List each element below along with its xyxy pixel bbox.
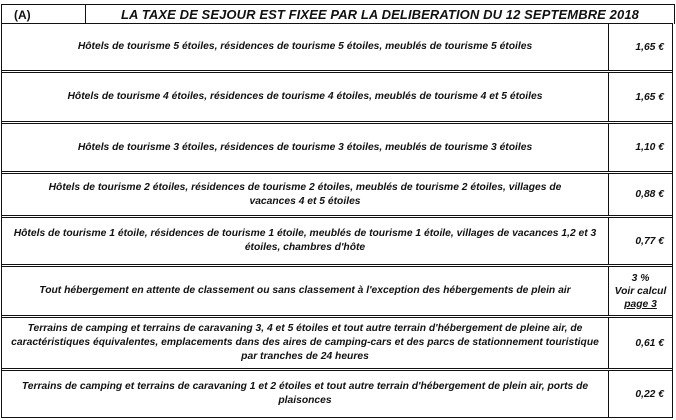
table-header — [1, 4, 675, 24]
row-rate: 0,61 € — [635, 337, 664, 349]
section-code: (A) — [2, 5, 86, 24]
row-label: Hôtels de tourisme 5 étoiles, résidences de tourisme 5 étoiles, meublés de tourisme 5 étoiles — [2, 24, 609, 70]
rates-grid — [1, 23, 673, 418]
table-row — [2, 73, 672, 121]
row-rate: 1,65 € — [635, 41, 664, 53]
row-rate: 0,88 € — [635, 189, 664, 200]
row-label: Terrains de camping et terrains de caravaning 1 et 2 étoiles et tout autre terrain d'hébergement de plein air, ports de plaisonces — [2, 371, 609, 417]
row-label: Hôtels de tourisme 4 étoiles, résidences de tourisme 4 étoiles, meublés de tourisme 4 et 5 étoiles — [2, 73, 609, 121]
row-rate — [609, 267, 672, 315]
table-title: LA TAXE DE SEJOUR EST FIXEE PAR LA DELIBERATION DU 12 SEPTEMBRE 2018 — [121, 7, 639, 22]
table-row — [2, 318, 672, 368]
row-rate: 0,22 € — [635, 388, 664, 400]
rate-page-ref: page 3 — [624, 298, 657, 310]
row-rate: 1,10 € — [635, 142, 664, 153]
table-row — [2, 371, 672, 417]
row-rate: 1,65 € — [635, 91, 664, 103]
table-row — [2, 218, 672, 264]
row-label: Hôtels de tourisme 1 étoile, résidences de tourisme 1 étoile, meublés de tourisme 1 étoile, villages de vacances 1,2 et 3 étoiles, chambres d'hôte — [2, 218, 609, 264]
table-row — [2, 24, 672, 70]
table-row — [2, 124, 672, 171]
row-label: Hôtels de tourisme 3 étoiles, résidences de tourisme 3 étoiles, meublés de tourisme 3 étoiles — [2, 124, 609, 171]
row-label: Hôtels de tourisme 2 étoiles, résidences de tourisme 2 étoiles, meublés de tourisme 2 étoiles, villages de vacances 4 et 5 étoiles — [2, 174, 609, 215]
rate-note: Voir calcul — [614, 285, 667, 297]
row-rate: 0,77 € — [635, 235, 664, 247]
rate-percent: 3 % — [631, 272, 650, 284]
table-row — [2, 267, 672, 315]
row-label: Terrains de camping et terrains de caravaning 3, 4 et 5 étoiles et tout autre terrain d'hébergement de pleine air, de caractéristiques équivalentes, emplacements dans des aires de camping-cars et des parcs de stationnement touristique par tranches de 24 heures — [2, 318, 609, 368]
row-label: Tout hébergement en attente de classement ou sans classement à l'exception des hébergements de plein air — [2, 267, 609, 315]
table-row — [2, 174, 672, 215]
